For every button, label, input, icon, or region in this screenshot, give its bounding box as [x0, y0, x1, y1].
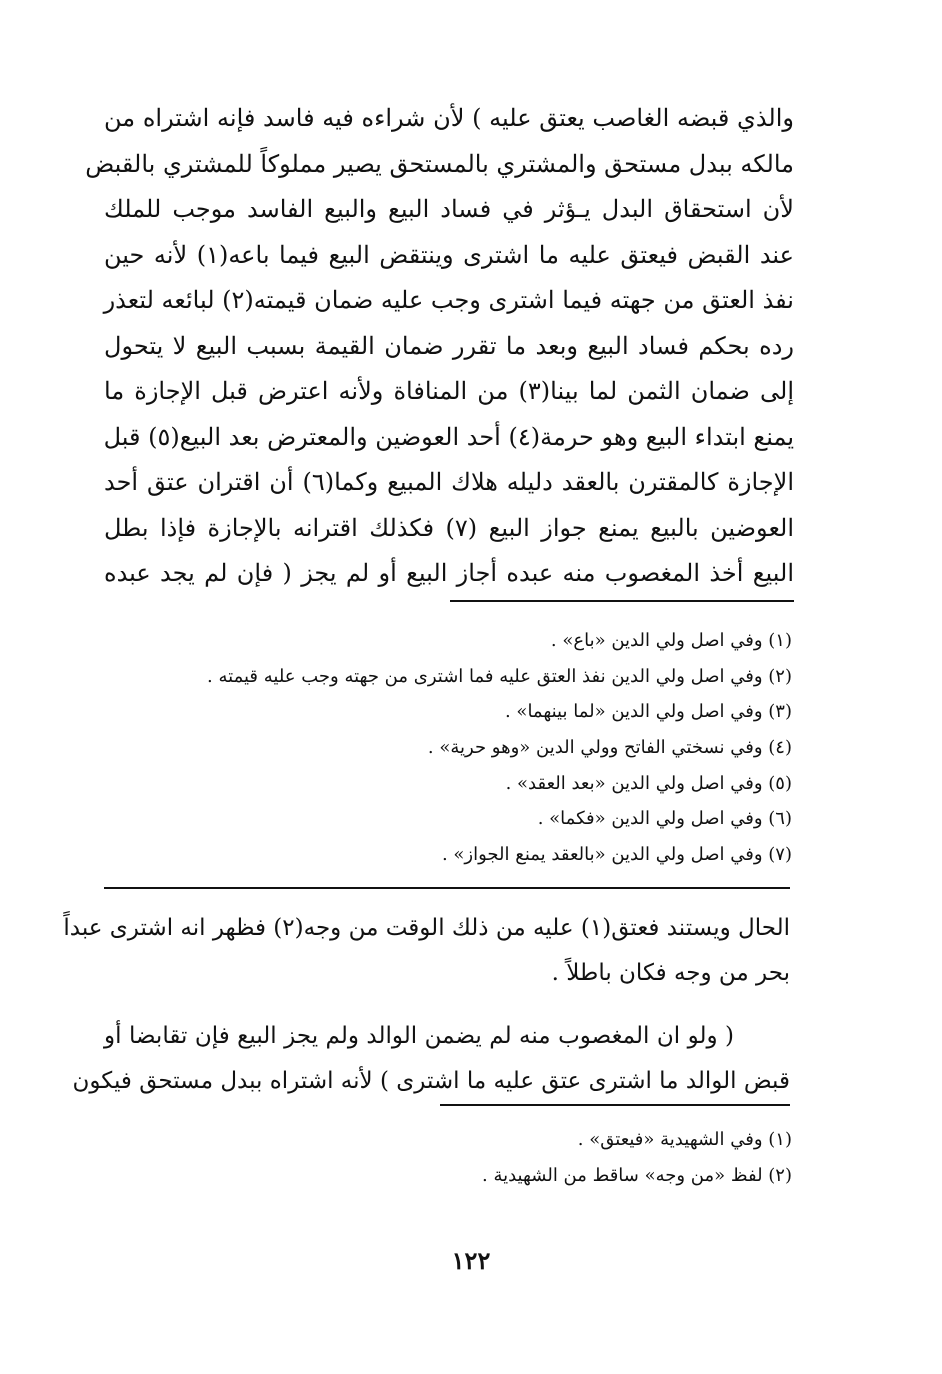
- text-line: ( ولو ان المغصوب منه لم يضمن الوالد ولم يجز البيع فإن تقابضا أو: [104, 1023, 734, 1049]
- text-line: الإجازة كالمقترن بالعقد دليله هلاك المبيع وكما(٦) أن اقتران عتق أحد: [104, 468, 794, 496]
- text-line: مالكه ببدل مستحق والمشتري بالمستحق يصير مملوكاً للمشتري بالقبض: [85, 149, 794, 178]
- text-line: العوضين بالبيع يمنع جواز البيع (٧) فكذلك اقترانه بالإجازة فإذا بطل: [104, 513, 794, 542]
- text-line: رده بحكم فساد البيع وبعد ما تقرر ضمان القيمة بسبب البيع لا يتحول: [104, 331, 794, 360]
- footnote: (٦) وفي اصل ولي الدين «فكما» .: [537, 808, 792, 830]
- section-divider: [104, 887, 790, 889]
- footnote: (٣) وفي اصل ولي الدين «لما بينهما» .: [504, 701, 792, 723]
- text-line: نفذ العتق من جهته فيما اشترى وجب عليه ضمان قيمته(٢) لبائعه لتعذر: [103, 286, 794, 314]
- footnote: (٧) وفي اصل ولي الدين «بالعقد يمنع الجواز» .: [441, 844, 792, 866]
- footnote: (٢) وفي اصل ولي الدين نفذ العتق عليه فما اشترى من جهته وجب عليه قيمته .: [207, 665, 792, 687]
- continuation-text: [63, 906, 790, 1104]
- footnote: (٤) وفي نسختي الفاتح وولي الدين «وهو حرية» .: [427, 737, 792, 759]
- text-line: البيع أخذ المغصوب منه عبده أجاز البيع أو لم يجز ( فإن لم يجد عبده: [104, 559, 794, 587]
- text-line: عند القبض فيعتق عليه ما اشترى وينتقض البيع فيما باعه(١) لأنه حين: [104, 240, 794, 269]
- text-line: لأن استحقاق البدل يـؤثر في فساد البيع والبيع الفاسد موجب للملك: [104, 195, 794, 223]
- footnotes-first: [112, 623, 792, 873]
- footnote: (١) وفي الشهيدية «فيعتق» .: [577, 1129, 792, 1150]
- footnote: (١) وفي اصل ولي الدين «باع» .: [550, 630, 792, 651]
- footnote: (٢) لفظ «من وجه» ساقط من الشهيدية .: [482, 1164, 792, 1186]
- text-line: إلى ضمان الثمن لما بينا(٣) من المنافاة ولأنه اعترض قبل الإجازة ما: [104, 377, 794, 405]
- text-line: قبض الوالد ما اشترى عتق عليه ما اشترى ) لأنه اشتراه ببدل مستحق فيكون: [72, 1068, 790, 1094]
- text-line: الحال ويستند فعتق(١) عليه من ذلك الوقت من وجه(٢) فظهر انه اشترى عبداً: [63, 915, 790, 941]
- footnotes-second: [112, 1122, 792, 1193]
- footnote-separator: [440, 1104, 790, 1106]
- text-line: يمنع ابتداء البيع وهو حرمة(٤) أحد العوضين والمعترض بعد البيع(٥) قبل: [103, 422, 794, 451]
- main-text: [85, 96, 794, 597]
- text-line: والذي قبضه الغاصب يعتق عليه ) لأن شراءه فيه فاسد فإنه اشتراه من: [104, 104, 794, 132]
- footnote-separator: [450, 600, 794, 602]
- text-line: بحر من وجه فكان باطلاً .: [551, 960, 790, 986]
- footnote: (٥) وفي اصل ولي الدين «بعد العقد» .: [505, 772, 792, 794]
- page-number: ١٢٢: [451, 1246, 491, 1275]
